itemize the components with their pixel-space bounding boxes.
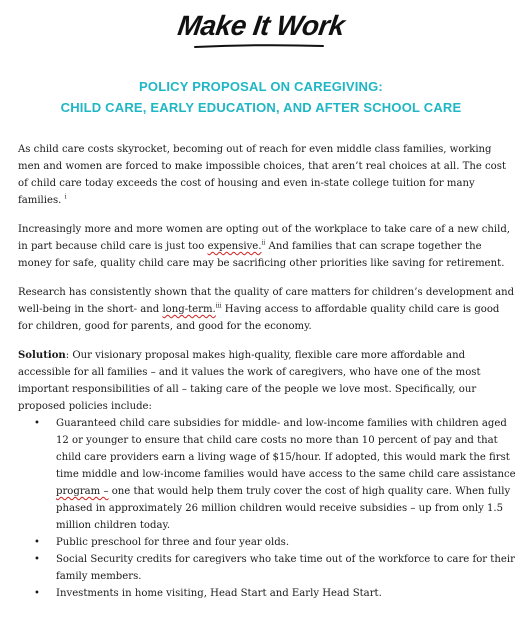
- paragraph-2: [18, 221, 516, 272]
- list-item: [18, 534, 516, 551]
- paragraph-3: [18, 284, 516, 335]
- make-it-work-logo: [0, 0, 522, 60]
- logo-wordmark: Make It Work: [175, 10, 347, 41]
- solution-text: : Our visionary proposal makes high-quality, flexible care more affordable and accessible for all families – and it values the work of caregivers, who have one of the most important responsibilities of all – taking care of the people we love most. Specifically, our proposed policies include:: [18, 350, 481, 412]
- bullet-icon: •: [34, 588, 40, 599]
- paragraph-1: [18, 141, 516, 209]
- paragraph-2-text-a: Increasingly more and more women are opting out of the workplace to take care of a new child, in part because child care is just too: [18, 224, 511, 252]
- policy-3-text: Social Security credits for caregivers who take time out of the workforce to care for their family members.: [56, 554, 515, 582]
- footnote-ref-iii[interactable]: iii: [215, 302, 222, 310]
- bullet-icon: •: [34, 418, 40, 429]
- paragraph-3-text-a: Research has consistently shown that the quality of care matters for children’s development and well-being in the short- and: [18, 287, 515, 315]
- spellcheck-word-long-term: long-term.: [162, 304, 216, 315]
- document-body: [18, 141, 516, 602]
- spellcheck-word-expensive: expensive.: [207, 241, 262, 252]
- solution-label: Solution: [18, 350, 66, 361]
- list-item: [18, 585, 516, 602]
- paragraph-1-text: As child care costs skyrocket, becoming out of reach for even middle class families, working men and women are forced to make impossible choices, that aren’t real choices at all. The cost of child care today exceeds the cost of housing and even in-state college tuition for many families.: [18, 144, 506, 206]
- list-item: [18, 551, 516, 585]
- solution-paragraph: [18, 347, 516, 415]
- title-line-2: CHILD CARE, EARLY EDUCATION, AND AFTER SCHOOL CARE: [60, 100, 462, 115]
- bullet-icon: •: [34, 537, 40, 548]
- policy-1-text-b: one that would help them truly cover the cost of high quality care. When fully phased in approximately 26 million children would receive subsidies – up from only 1.5 million children today.: [56, 486, 511, 531]
- title-line-1: POLICY PROPOSAL ON CAREGIVING:: [139, 79, 383, 94]
- footnote-ref-i[interactable]: i: [64, 193, 67, 201]
- paragraph-2-text-b: And families that can scrape together the money for safe, quality child care may be sacrificing other priorities like saving for retirement.: [18, 241, 505, 269]
- policy-1-text-a: Guaranteed child care subsidies for middle- and low-income families with children aged 12 or younger to ensure that child care costs no more than 10 percent of pay and that child care providers earn a living wage of $15/hour. If adopted, this would mark the first time middle and low-income families would have access to the same child care assistance: [56, 418, 516, 480]
- paragraph-3-text-b: Having access to affordable quality child care is good for children, good for parents, and good for the economy.: [18, 304, 500, 332]
- list-item: [18, 415, 516, 534]
- policy-2-text: Public preschool for three and four year olds.: [56, 537, 290, 548]
- policy-4-text: Investments in home visiting, Head Start and Early Head Start.: [56, 588, 382, 599]
- policy-list: [18, 415, 516, 602]
- spellcheck-word-program: program –: [56, 486, 109, 497]
- logo-underline-graphic: [193, 44, 325, 48]
- bullet-icon: •: [34, 554, 40, 565]
- footnote-ref-ii[interactable]: ii: [261, 239, 266, 247]
